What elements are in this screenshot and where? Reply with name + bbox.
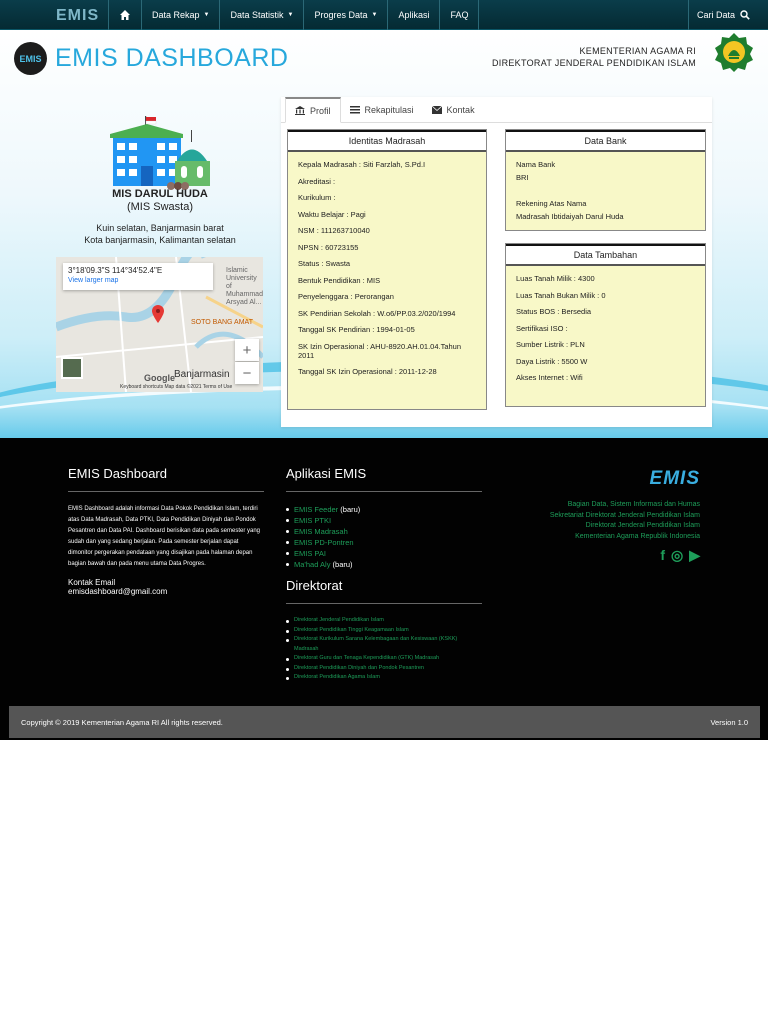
- app-link[interactable]: EMIS PD-Pontren: [286, 537, 482, 548]
- emis-logo: EMIS: [14, 42, 47, 75]
- direktorat-link[interactable]: Direktorat Pendidikan Tinggi Keagamaan Islam: [286, 626, 482, 636]
- app-link[interactable]: EMIS PTKI: [286, 515, 482, 526]
- map-poi-label: Islamic University of Muhammad Arsyad Al...: [226, 267, 263, 306]
- satellite-toggle[interactable]: [61, 357, 83, 379]
- nav-menu: [108, 0, 479, 30]
- map-coordinates: 3°18'09.3"S 114°34'52.4"E: [68, 266, 163, 275]
- footer: [0, 438, 768, 740]
- google-logo: Google: [144, 373, 175, 383]
- caret-down-icon: ▼: [287, 12, 294, 18]
- footer-apps: [286, 466, 482, 683]
- org-line: Sekretariat Direktorat Jenderal Pendidikan Islam: [549, 511, 700, 519]
- map-info-card: [63, 263, 213, 290]
- info-row: BRI: [516, 173, 529, 182]
- info-row: Rekening Atas Nama: [516, 199, 587, 208]
- app-link[interactable]: EMIS Feeder (baru): [286, 504, 482, 515]
- info-row: [516, 186, 695, 195]
- data-bank-box: [505, 129, 706, 231]
- direktorat-link[interactable]: Direktorat Jenderal Pendidikan Islam: [286, 616, 482, 626]
- info-row: Waktu Belajar : Pagi: [298, 209, 366, 219]
- info-row: Tanggal SK Izin Operasional : 2011-12-28: [298, 367, 437, 376]
- info-row: Kurikulum :: [298, 193, 336, 202]
- app-link[interactable]: Ma'had Aly (baru): [286, 559, 482, 570]
- caret-down-icon: ▼: [371, 12, 378, 18]
- youtube-icon[interactable]: ▶: [689, 547, 700, 563]
- search-icon: [740, 10, 750, 20]
- tab-rekapitulasi[interactable]: Rekapitulasi: [341, 97, 423, 123]
- ministry-name: KEMENTERIAN AGAMA RI DIREKTORAT JENDERAL PENDIDIKAN ISLAM: [491, 46, 696, 68]
- map-footer[interactable]: Keyboard shortcuts Map data ©2021 Terms of Use: [120, 384, 233, 390]
- school-address: Kuin selatan, Banjarmasin barat Kota banjarmasin, Kalimantan selatan: [84, 223, 236, 245]
- kemenag-logo: [712, 32, 756, 72]
- box-title: Data Bank: [506, 130, 705, 152]
- footer-about: [68, 466, 264, 596]
- school-building-illustration: [105, 116, 215, 190]
- school-type: (MIS Swasta): [126, 201, 193, 213]
- info-row: Nama Bank: [516, 160, 556, 169]
- nav-logo[interactable]: EMIS: [56, 7, 100, 24]
- zoom-out-button[interactable]: −: [235, 362, 259, 384]
- info-row: Madrasah Ibtidaiyah Darul Huda: [516, 212, 624, 221]
- school-name: MIS DARUL HUDA: [112, 188, 208, 200]
- map-pin-icon[interactable]: [152, 305, 164, 323]
- info-row: Penyelenggara : Perorangan: [298, 292, 394, 301]
- box-title: Data Tambahan: [506, 244, 705, 266]
- info-row: Sertifikasi ISO :: [516, 323, 568, 333]
- bank-icon: [295, 106, 305, 115]
- direktorat-link[interactable]: Direktorat Kurikulum Sarana Kelembagaan dan Kesiswaan (KSKK) Madrasah: [286, 635, 482, 654]
- footer-title: EMIS Dashboard: [68, 466, 264, 492]
- tambahan-list: [506, 266, 705, 398]
- tab-kontak[interactable]: Kontak: [423, 97, 484, 123]
- info-row: Luas Tanah Bukan Milik : 0: [516, 290, 606, 300]
- app-link[interactable]: EMIS PAI: [286, 548, 482, 559]
- nav-data-rekap[interactable]: Data Rekap ▼: [141, 0, 219, 30]
- info-row: NSM : 111263710040: [298, 226, 370, 235]
- social-links: [550, 547, 700, 564]
- list-icon: [350, 106, 360, 114]
- zoom-in-button[interactable]: +: [235, 339, 259, 361]
- facebook-icon[interactable]: f: [660, 547, 665, 563]
- nav-data-statistik[interactable]: Data Statistik ▼: [219, 0, 303, 30]
- map-poi-label: SOTO BANG AMAT: [191, 319, 253, 326]
- footer-title: Aplikasi EMIS: [286, 466, 482, 492]
- version-text: Version 1.0: [710, 717, 748, 727]
- nav-home[interactable]: [108, 0, 141, 30]
- info-row: Bentuk Pendidikan : MIS: [298, 275, 381, 285]
- footer-description: EMIS Dashboard adalah informasi Data Pokok Pendidikan Islam, terdiri atas Data Madrasah, Data PTKI, Data Pendidikan Diniyah dan Pondok Pesantren dan Data PAI. Dashboard berisikan data pada semester yang sudah dan yang sedang berjalan. Pada semester berjalan dapat dimonitor pergerakan pendataan yang disajikan pada halaman depan bagian bawah dan pada menu utama Data Progres.: [68, 506, 261, 567]
- info-row: Status : Swasta: [298, 259, 351, 268]
- footer-org: [550, 468, 700, 564]
- info-row: Daya Listrik : 5500 W: [516, 356, 588, 366]
- brand[interactable]: [14, 42, 288, 75]
- identitas-list: [288, 152, 486, 392]
- copyright-text: Copyright © 2019 Kementerian Agama RI All rights reserved.: [21, 717, 223, 727]
- info-row: Akreditasi :: [298, 176, 336, 186]
- org-line: Kementerian Agama Republik Indonesia: [575, 532, 700, 540]
- home-icon: [119, 9, 131, 21]
- nav-aplikasi[interactable]: Aplikasi: [387, 0, 439, 30]
- info-row: Tanggal SK Pendirian : 1994-01-05: [298, 325, 415, 334]
- footer-title: Direktorat: [286, 578, 482, 604]
- info-row: SK Pendirian Sekolah : W.o6/PP.03.2/020/1994: [298, 308, 456, 318]
- search-button[interactable]: Cari Data: [688, 0, 758, 30]
- emis-logo: EMIS: [649, 468, 700, 489]
- top-navbar: [0, 0, 768, 30]
- info-row: Kepala Madrasah : Siti Farzlah, S.Pd.I: [298, 160, 426, 169]
- direktorat-link[interactable]: Direktorat Pendidikan Agama Islam: [286, 673, 482, 683]
- email-value[interactable]: emisdashboard@gmail.com: [68, 587, 168, 596]
- direktorat-link[interactable]: Direktorat Pendidikan Diniyah dan Pondok Pesantren: [286, 664, 482, 674]
- copyright-bar: [9, 706, 760, 738]
- tab-profil[interactable]: Profil: [285, 97, 341, 123]
- direktorat-list: [286, 616, 482, 683]
- caret-down-icon: ▼: [203, 12, 210, 18]
- org-line: Direktorat Jenderal Pendidikan Islam: [585, 522, 700, 529]
- nav-progres-data[interactable]: Progres Data ▼: [303, 0, 387, 30]
- nav-faq[interactable]: FAQ: [439, 0, 479, 30]
- direktorat-link[interactable]: Direktorat Guru dan Tenaga Kependidikan (GTK) Madrasah: [286, 654, 482, 664]
- info-row: SK Izin Operasional : AHU-8920.AH.01.04.Tahun 2011: [298, 341, 462, 360]
- info-row: Luas Tanah Milik : 4300: [516, 274, 595, 283]
- org-line: Bagian Data, Sistem Informasi dan Humas: [567, 501, 700, 508]
- info-row: Status BOS : Bersedia: [516, 307, 592, 316]
- tab-bar: [281, 97, 712, 123]
- location-map[interactable]: [56, 257, 263, 392]
- instagram-icon[interactable]: ◎: [671, 547, 684, 563]
- map-city-label: Banjarmasin: [174, 369, 230, 380]
- data-tambahan-box: [505, 243, 706, 407]
- info-row: Sumber Listrik : PLN: [516, 340, 585, 349]
- email-label: Kontak Email: [68, 578, 116, 587]
- box-title: Identitas Madrasah: [288, 130, 486, 152]
- page-title: EMIS DASHBOARD: [55, 44, 289, 72]
- app-link[interactable]: EMIS Madrasah: [286, 526, 482, 537]
- info-row: Akses Internet : Wifi: [516, 373, 583, 382]
- apps-list: [286, 504, 482, 570]
- identitas-madrasah-box: [287, 129, 487, 410]
- envelope-icon: [432, 106, 442, 114]
- bank-list: [506, 152, 705, 233]
- info-row: NPSN : 60723155: [298, 242, 359, 252]
- view-larger-map-link[interactable]: View larger map: [68, 277, 119, 284]
